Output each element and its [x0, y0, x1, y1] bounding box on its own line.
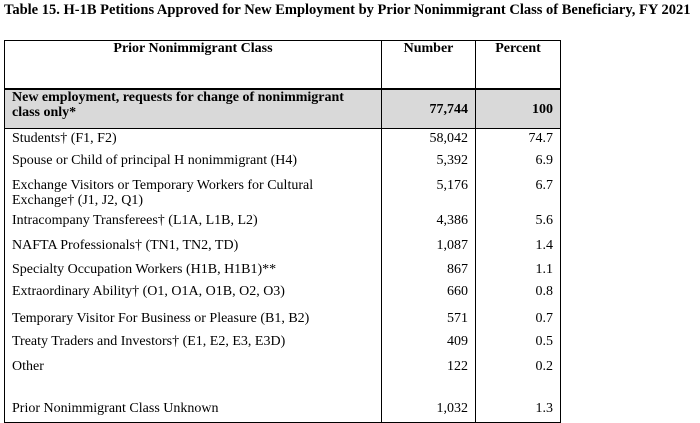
table-row [5, 330, 561, 354]
row-label: Prior Nonimmigrant Class Unknown [5, 398, 382, 423]
row-number: 4,386 [382, 210, 476, 234]
row-number: 571 [382, 306, 476, 330]
row-number: 122 [382, 354, 476, 398]
row-number: 5,392 [382, 150, 476, 174]
row-label: Intracompany Transferees† (L1A, L1B, L2) [5, 210, 382, 234]
row-percent: 1.4 [476, 234, 561, 258]
row-percent: 74.7 [476, 129, 561, 150]
row-label: Treaty Traders and Investors† (E1, E2, E3, E3D) [5, 330, 382, 354]
table-caption: Table 15. H-1B Petitions Approved for New Employment by Prior Nonimmigrant Class of Beneficiary, FY 2021 [4, 2, 691, 18]
row-label: NAFTA Professionals† (TN1, TN2, TD) [5, 234, 382, 258]
row-label: Other [5, 354, 382, 398]
summary-row [5, 89, 561, 129]
row-percent: 6.9 [476, 150, 561, 174]
row-label: Temporary Visitor For Business or Pleasure (B1, B2) [5, 306, 382, 330]
summary-percent: 100 [476, 89, 561, 129]
table-row [5, 129, 561, 150]
table-row [5, 282, 561, 306]
table-row [5, 306, 561, 330]
row-label: Spouse or Child of principal H nonimmigrant (H4) [5, 150, 382, 174]
row-percent: 0.5 [476, 330, 561, 354]
row-percent: 6.7 [476, 174, 561, 210]
row-percent: 1.1 [476, 258, 561, 282]
column-header-class: Prior Nonimmigrant Class [5, 41, 382, 90]
row-number: 5,176 [382, 174, 476, 210]
summary-label: New employment, requests for change of nonimmigrant class only* [5, 89, 382, 129]
column-header-number: Number [382, 41, 476, 90]
row-label: Extraordinary Ability† (O1, O1A, O1B, O2, O3) [5, 282, 382, 306]
table-row [5, 150, 561, 174]
table-row [5, 258, 561, 282]
row-label: Specialty Occupation Workers (H1B, H1B1)** [5, 258, 382, 282]
h1b-petitions-table [4, 40, 561, 423]
table-row [5, 210, 561, 234]
summary-number: 77,744 [382, 89, 476, 129]
row-number: 1,032 [382, 398, 476, 423]
table-row [5, 398, 561, 423]
column-header-percent: Percent [476, 41, 561, 90]
table-row [5, 174, 561, 210]
row-number: 867 [382, 258, 476, 282]
table-row [5, 354, 561, 398]
row-number: 660 [382, 282, 476, 306]
header-row [5, 41, 561, 90]
table-row [5, 234, 561, 258]
row-percent: 0.8 [476, 282, 561, 306]
row-number: 409 [382, 330, 476, 354]
row-percent: 0.7 [476, 306, 561, 330]
row-percent: 1.3 [476, 398, 561, 423]
row-label: Students† (F1, F2) [5, 129, 382, 150]
row-percent: 5.6 [476, 210, 561, 234]
row-number: 58,042 [382, 129, 476, 150]
row-percent: 0.2 [476, 354, 561, 398]
row-label: Exchange Visitors or Temporary Workers for Cultural Exchange† (J1, J2, Q1) [5, 174, 382, 210]
row-number: 1,087 [382, 234, 476, 258]
